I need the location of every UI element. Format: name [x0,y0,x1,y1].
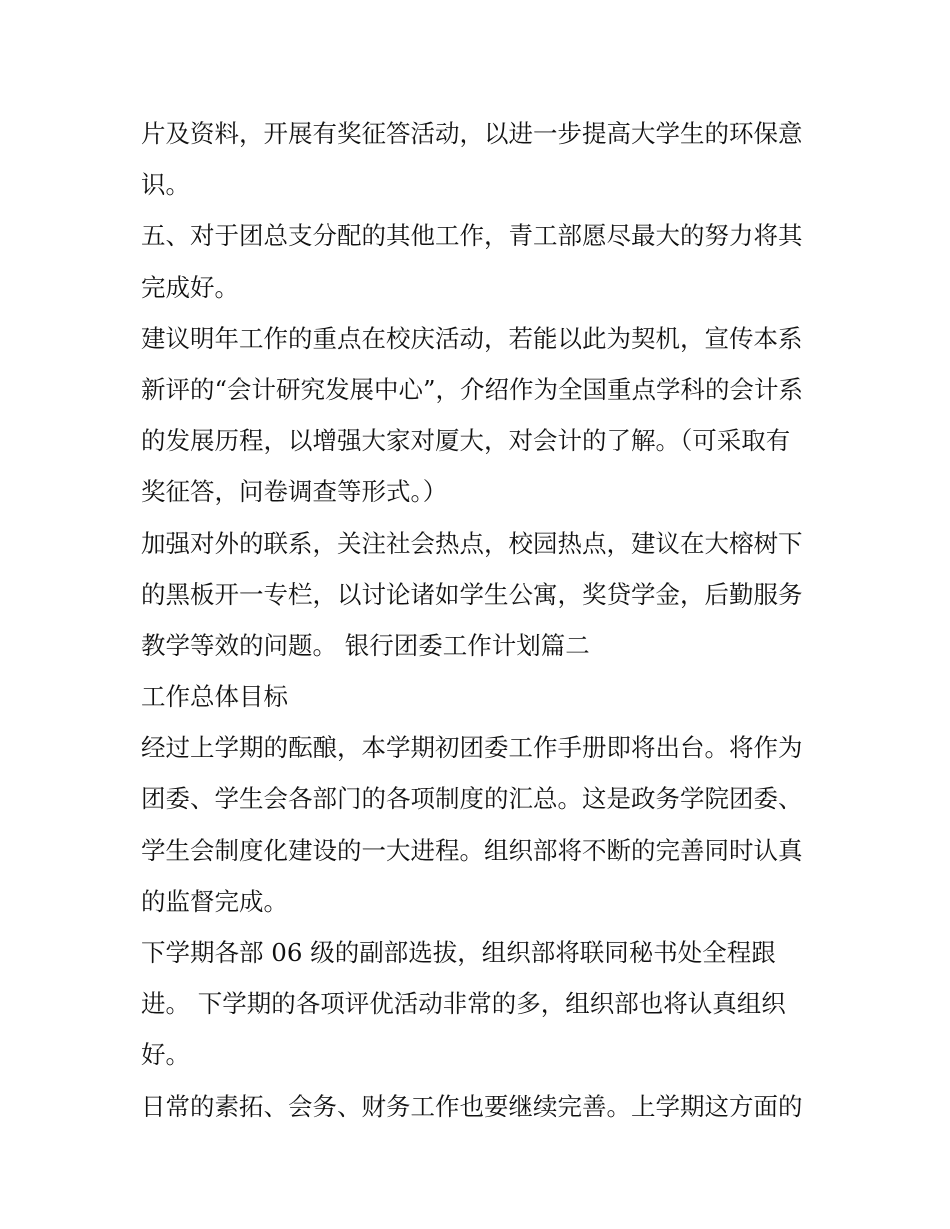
text-line: 下学期各部 06 级的副部选拔，组织部将联同秘书处全程跟 [141,938,776,967]
text-line: 新评的“会计研究发展中心”，介绍作为全国重点学科的会计系 [141,374,804,404]
text-line: 团委、学生会各部门的各项制度的汇总。这是政务学院团委、 [141,784,803,814]
text-line: 奖征答，问卷调查等形式。） [141,477,448,507]
text-line: 经过上学期的酝酿，本学期初团委工作手册即将出台。将作为 [141,733,803,763]
text-line: 完成好。 [141,272,239,302]
text-line: 的发展历程，以增强大家对厦大，对会计的了解。（可采取有 [141,426,791,456]
text-line: 加强对外的联系，关注社会热点，校园热点，建议在大榕树下 [141,528,803,558]
text-line: 学生会制度化建设的一大进程。组织部将不断的完善同时认真 [141,835,803,865]
text-line: 识。 [141,170,190,200]
text-line: 建议明年工作的重点在校庆活动，若能以此为契机，宣传本系 [141,323,803,353]
text-line: 好。 [141,1040,190,1070]
text-line: 进。 下学期的各项评优活动非常的多，组织部也将认真组织 [141,989,786,1019]
text-line: 日常的素拓、会务、财务工作也要继续完善。上学期这方面的 [141,1091,803,1121]
text-line: 的黑板开一专栏，以讨论诸如学生公寓，奖贷学金，后勤服务 [141,579,803,609]
text-line: 五、对于团总支分配的其他工作，青工部愿尽最大的努力将其 [141,221,803,251]
text-line: 的监督完成。 [141,886,288,916]
section-heading: 工作总体目标 [141,682,288,712]
text-line: 教学等效的问题。 银行团委工作计划篇二 [141,630,590,660]
text-line: 片及资料，开展有奖征答活动，以进一步提高大学生的环保意 [141,119,803,148]
document-body [141,108,821,1132]
